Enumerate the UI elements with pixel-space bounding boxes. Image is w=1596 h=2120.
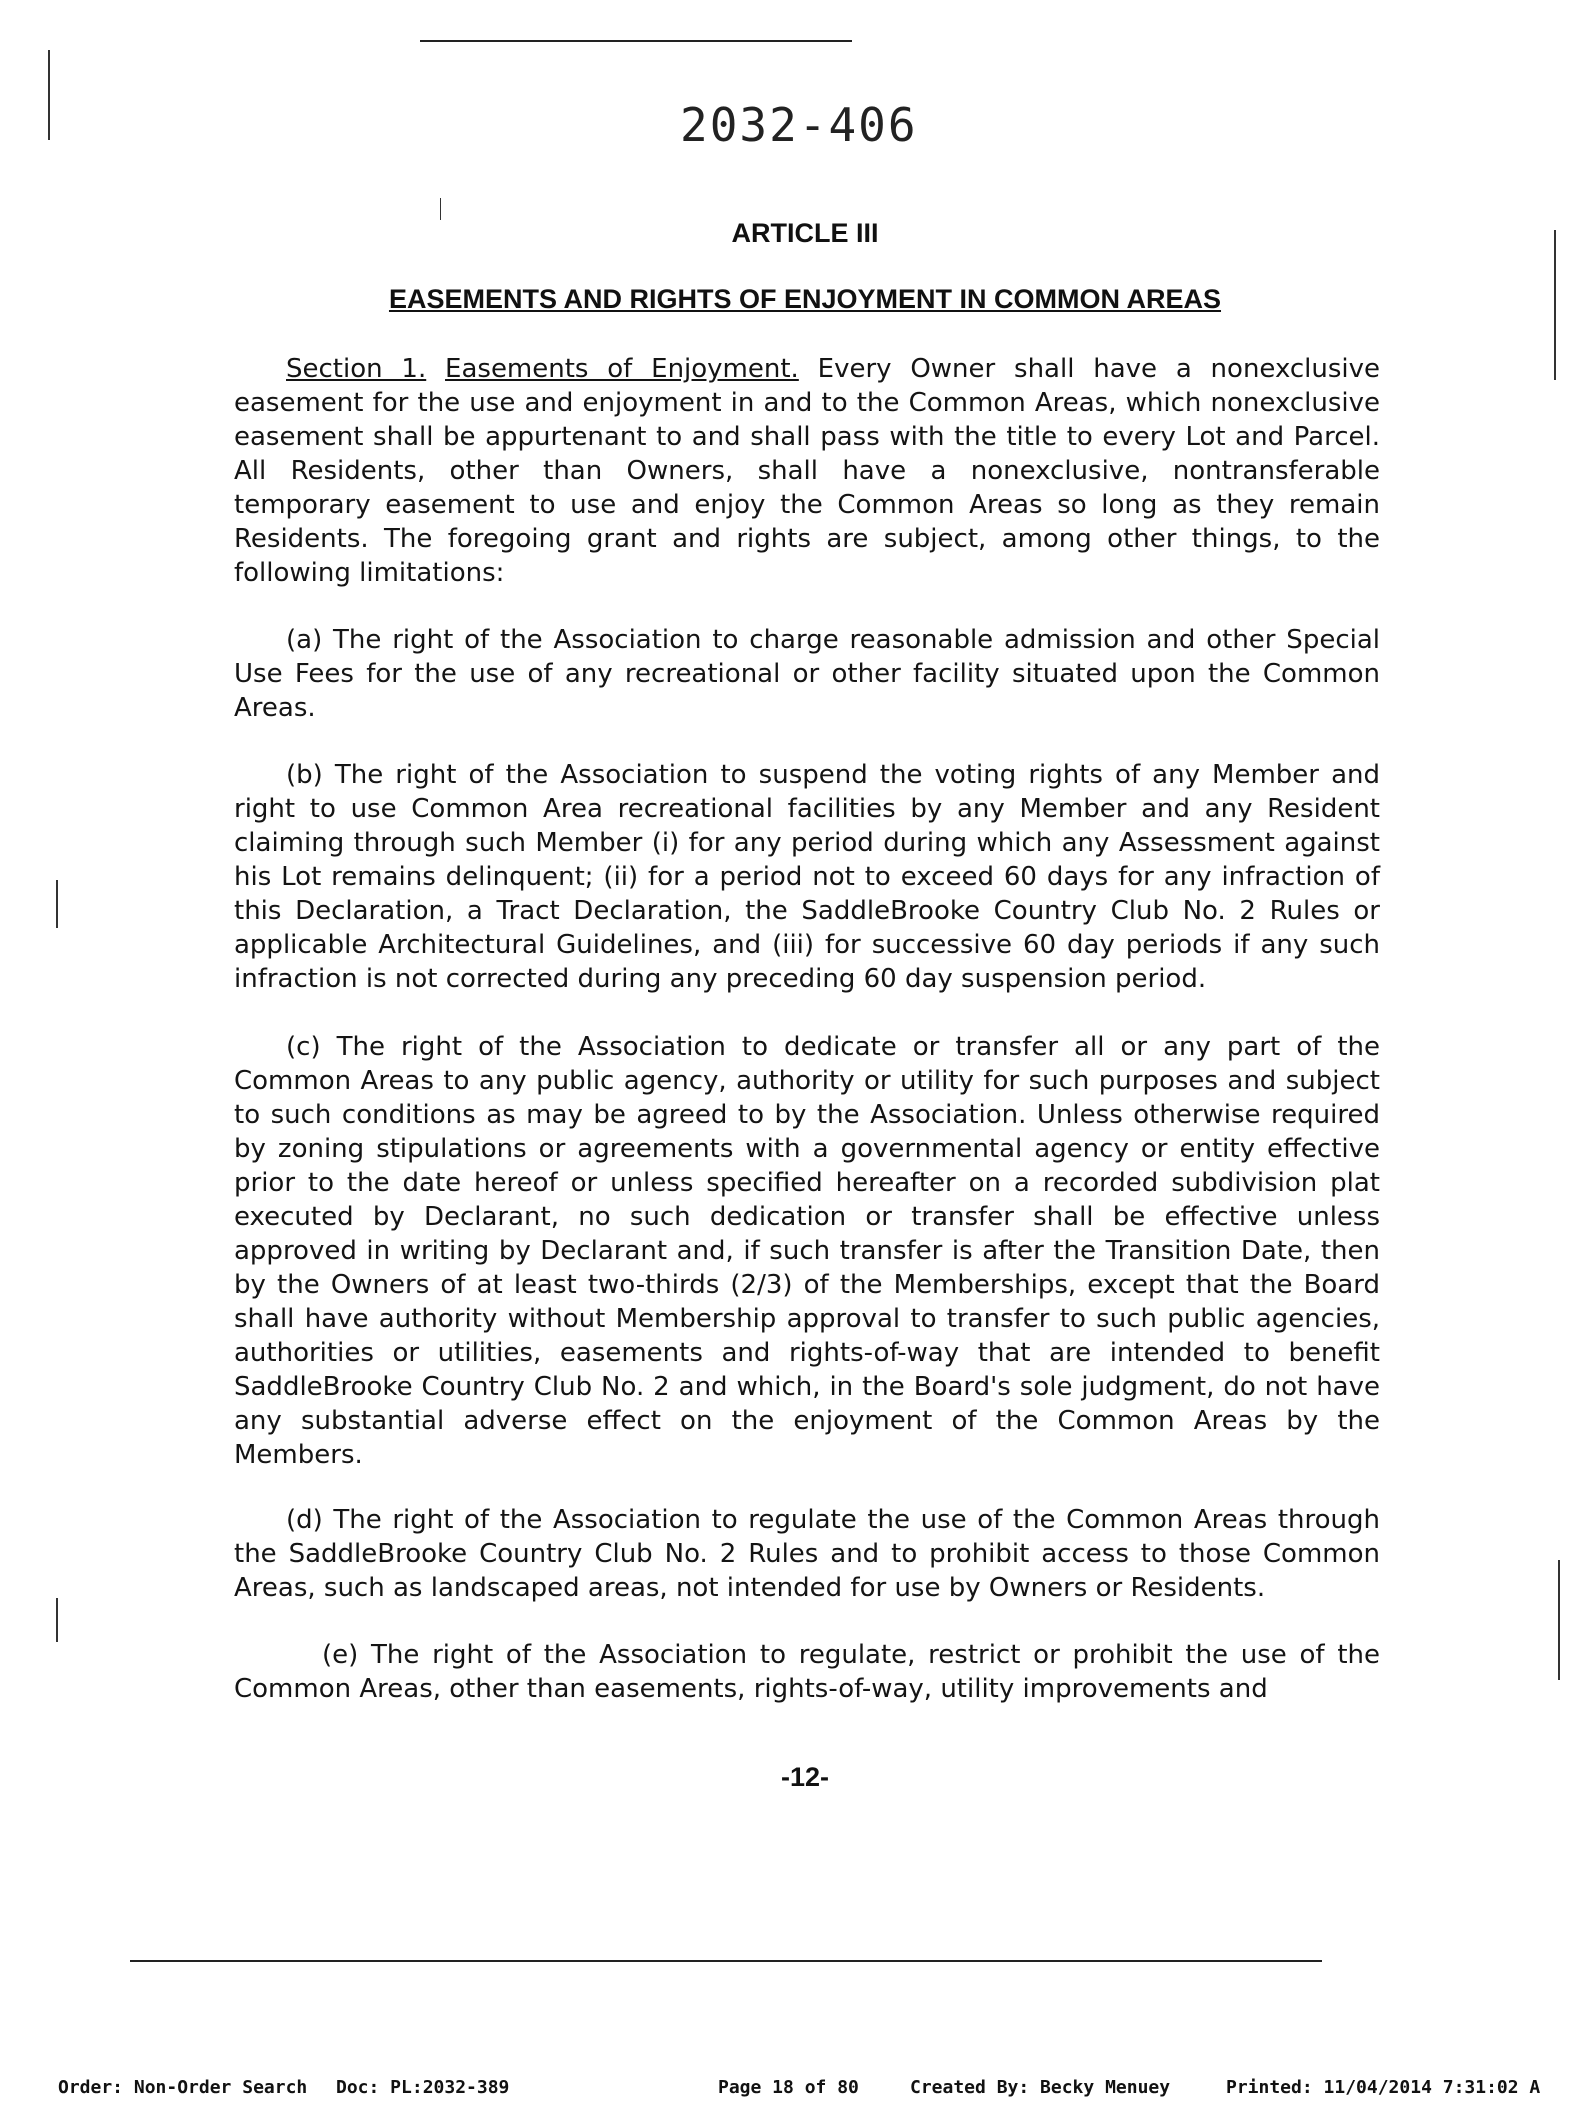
paragraph-c-text: (c) The right of the Association to dedicate or transfer all or any part of the Common Areas to any public agency, authority or utility for such purposes and subject to such conditions as may be agreed to by the Association. Unless otherwise required by zoning stipulations or agreements with a governmental agency or entity effective prior to the date hereof or unless specified hereafter on a recorded subdivision plat executed by Declarant, no such dedication or transfer shall be effective unless approved in writing by Declarant and, if such transfer is after the Transition Date, then by the Owners of at least two-thirds (2/3) of the Memberships, except that the Board shall have authority without Membership approval to transfer to such public agencies, authorities or utilities, easements and rights-of-way that are intended to benefit SaddleBrooke Country Club No. 2 and which, in the Board's sole judgment, do not have any substantial adverse effect on the enjoyment of the Common Areas by the Members. xyxy=(234,1032,1380,1470)
footer-page: Page 18 of 80 xyxy=(718,2077,859,2098)
footer-created-by: Created By: Becky Menuey xyxy=(910,2077,1171,2098)
section-1-title: Easements of Enjoyment. xyxy=(445,354,799,384)
left-margin-mark xyxy=(56,1598,58,1642)
page-number: -12- xyxy=(780,1762,829,1792)
article-title: ARTICLE III xyxy=(731,218,879,248)
paragraph-a-text: (a) The right of the Association to charge reasonable admission and other Special Use Fees for the use of any recreational or other facility situated upon the Common Areas. xyxy=(234,625,1380,723)
margin-tick xyxy=(440,198,441,220)
top-rule xyxy=(420,40,852,42)
paragraph-b-text: (b) The right of the Association to suspend the voting rights of any Member and right to use Common Area recreational facilities by any Member and any Resident claiming through such Member (i) for any period during which any Assessment against his Lot remains delinquent; (ii) for a period not to exceed 60 days for any infraction of this Declaration, a Tract Declaration, the SaddleBrooke Country Club No. 2 Rules or applicable Architectural Guidelines, and (iii) for successive 60 day periods if any such infraction is not corrected during any preceding 60 day suspension period. xyxy=(234,760,1380,994)
paragraph-c xyxy=(234,1030,1380,1472)
footer-order: Order: Non-Order Search xyxy=(58,2077,308,2098)
paragraph-d-text: (d) The right of the Association to regulate the use of the Common Areas through the SaddleBrooke Country Club No. 2 Rules and to prohibit access to those Common Areas, such as landscaped areas, not intended for use by Owners or Residents. xyxy=(234,1505,1380,1603)
document-number: 2032-406 xyxy=(680,98,918,152)
section-1-paragraph xyxy=(234,352,1380,590)
section-heading: EASEMENTS AND RIGHTS OF ENJOYMENT IN COMMON AREAS xyxy=(388,284,1222,314)
paragraph-d xyxy=(234,1503,1380,1605)
paragraph-e xyxy=(234,1638,1380,1706)
paragraph-e-text: (e) The right of the Association to regulate, restrict or prohibit the use of the Common Areas, other than easements, rights-of-way, utility improvements and xyxy=(234,1640,1380,1704)
section-1-label: Section 1. xyxy=(286,354,427,384)
right-margin-mark xyxy=(1558,1560,1560,1680)
paragraph-a xyxy=(234,623,1380,725)
paragraph-b xyxy=(234,758,1380,996)
left-margin-mark xyxy=(56,880,58,928)
footer-doc: Doc: PL:2032-389 xyxy=(336,2077,510,2098)
bottom-rule xyxy=(130,1960,1322,1962)
section-1-body: Every Owner shall have a nonexclusive easement for the use and enjoyment in and to the Common Areas, which nonexclusive easement shall be appurtenant to and shall pass with the title to every Lot and Parcel. All Residents, other than Owners, shall have a nonexclusive, nontransferable temporary easement to use and enjoy the Common Areas so long as they remain Residents. The foregoing grant and rights are subject, among other things, to the following limitations: xyxy=(234,354,1381,588)
left-margin-mark xyxy=(48,50,50,140)
footer-printed: Printed: 11/04/2014 7:31:02 A xyxy=(1226,2077,1541,2098)
